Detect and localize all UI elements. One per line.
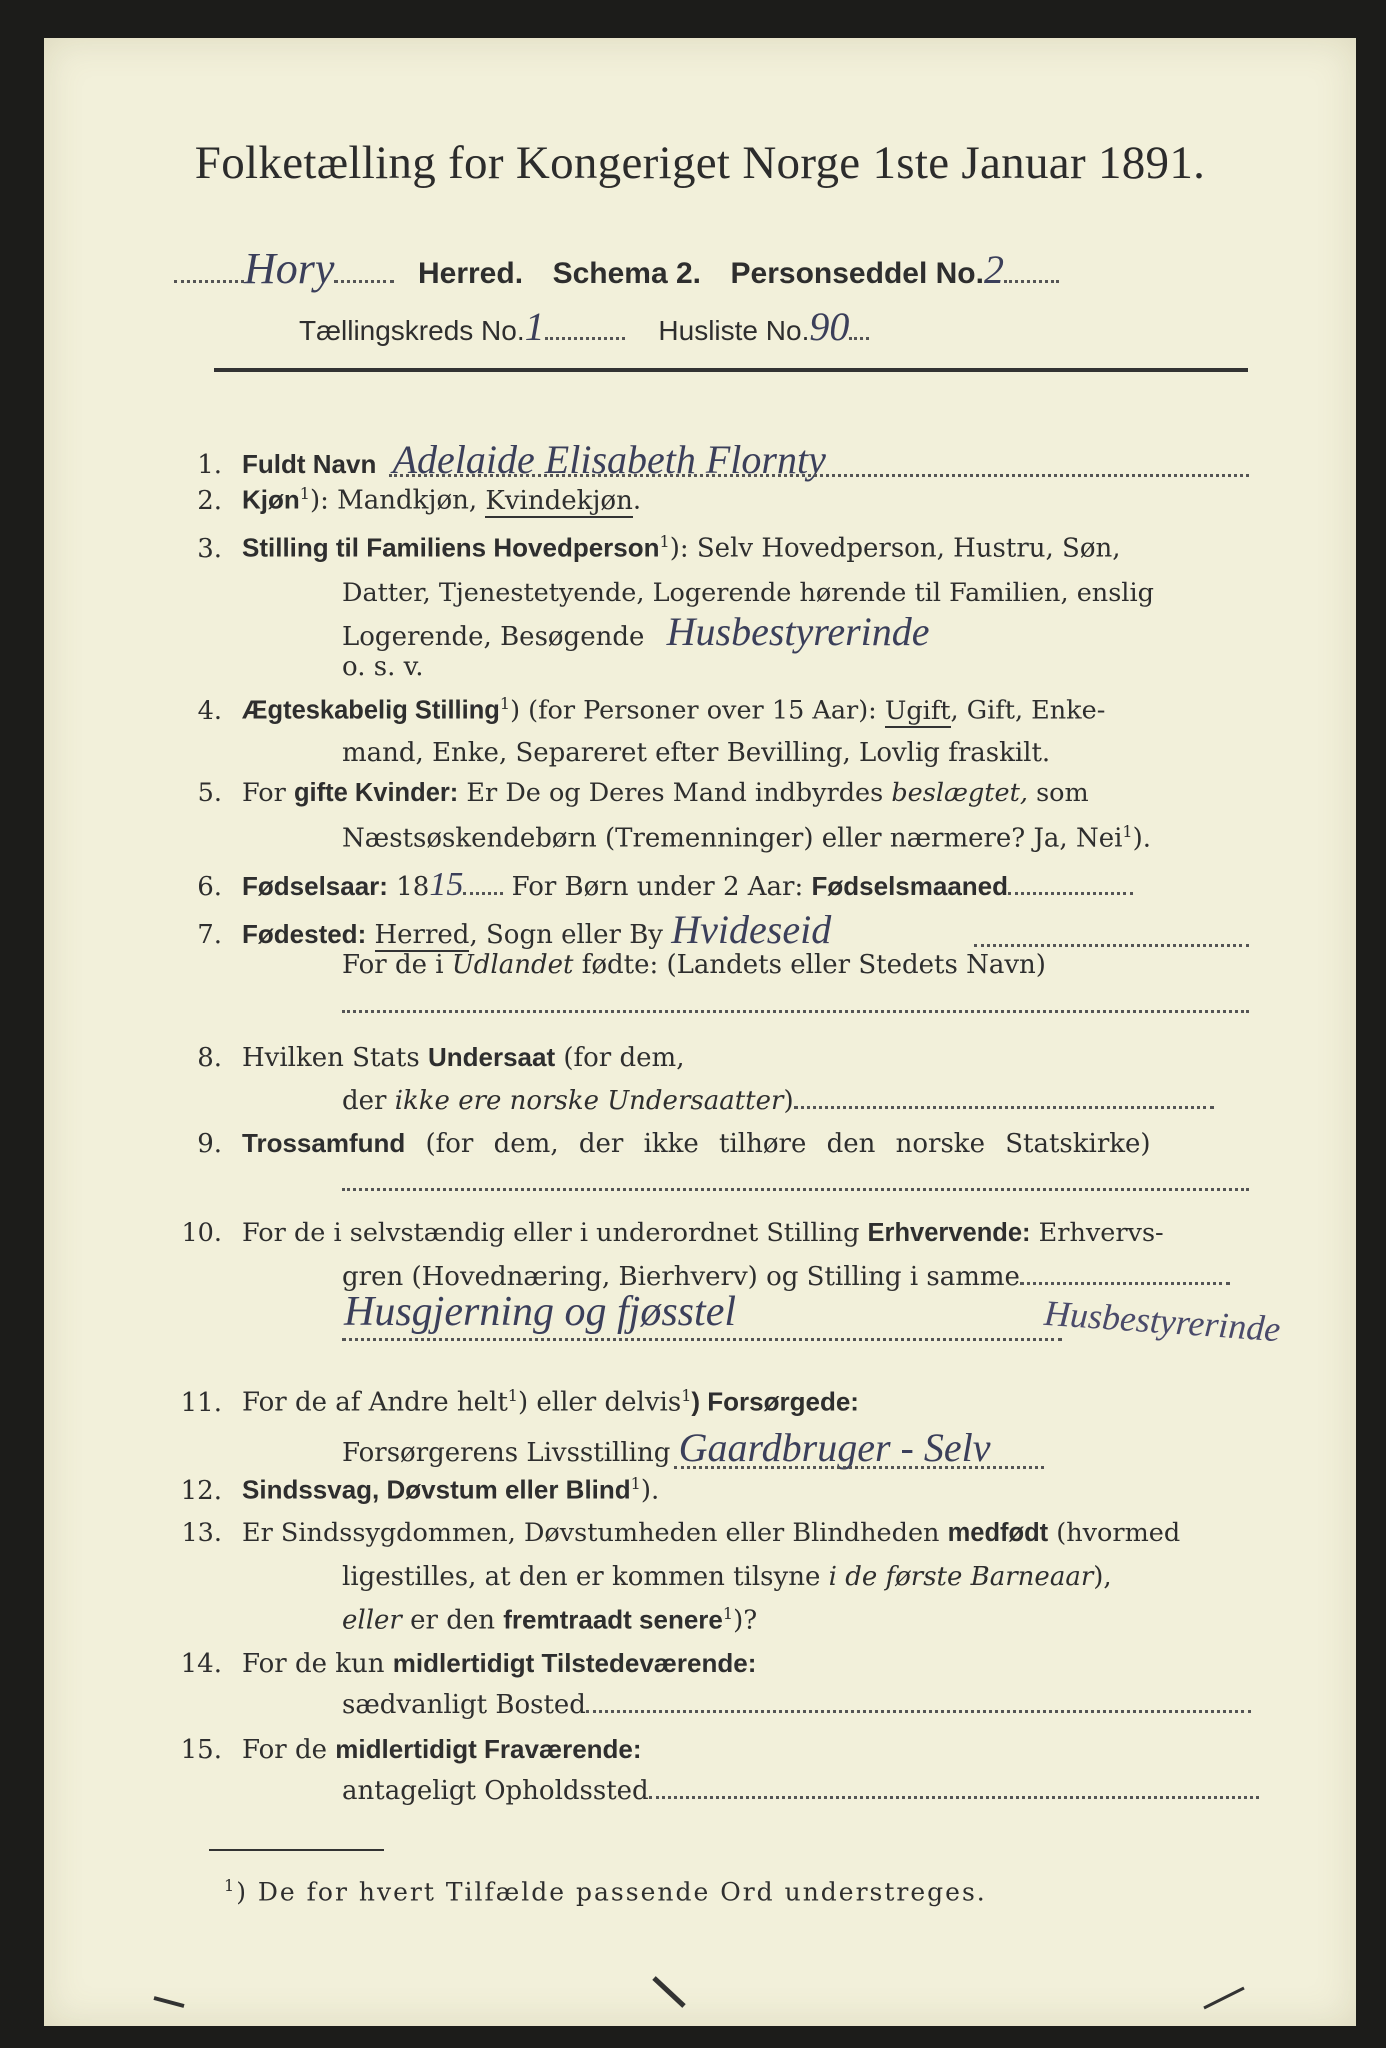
erhvervende-label: Erhvervende:: [867, 1219, 1031, 1247]
husliste-value: 90: [809, 304, 850, 349]
sindssvag-label: Sindssvag, Døvstum eller Blind: [242, 1474, 631, 1505]
item-15-line2: antageligt Opholdssted: [342, 1776, 1259, 1806]
item-7: 7. Fødested: Herred, Sogn eller By Hvideseid: [197, 907, 832, 952]
stilling-value: Husbestyrerinde: [666, 609, 930, 654]
item-11: 11. For de af Andre helt$^1$) eller delvis$^1$) Forsørgede:: [180, 1386, 859, 1418]
kreds-line: [299, 303, 869, 350]
item-13: 13. Er Sindssygdommen, Døvstumheden eller Blindheden medfødt (hvormed: [181, 1518, 1181, 1548]
undersaat-label: Undersaat: [427, 1042, 556, 1072]
herred-label: Herred.: [417, 257, 524, 290]
fuldt-navn-label: Fuldt Navn: [242, 449, 377, 479]
kvindekjon-underlined: Kvindekjøn: [485, 485, 633, 516]
item-14-line2: sædvanligt Bosted: [342, 1690, 1251, 1720]
margin-note: Husbestyrerinde: [1042, 1292, 1282, 1350]
item-3-line4: o. s. v.: [342, 652, 424, 682]
personseddel-label: Personseddel No.: [730, 257, 984, 290]
item-8-line2: der ikke ere norske Undersaatter): [342, 1086, 1214, 1116]
schema-label: Schema 2.: [552, 257, 701, 290]
stilling-label: Stilling til Familiens Hovedperson: [242, 532, 660, 563]
kjon-label: Kjøn: [242, 484, 300, 515]
dotline: [389, 474, 1249, 477]
kreds-value: 1: [524, 304, 545, 349]
item-11-line2: Forsørgerens Livsstilling Gaardbruger - Selv: [342, 1425, 991, 1470]
personseddel-value: 2: [983, 247, 1004, 292]
item-13-line2: ligestilles, at den er kommen tilsyne i de første Barneaar),: [342, 1562, 1112, 1592]
herred-underlined: Herred: [374, 920, 470, 950]
fodselsaar-label: Fødselsaar:: [242, 871, 388, 901]
dotline: [974, 944, 1249, 947]
dotline: [342, 1338, 1062, 1341]
forsorgede-label: ) Forsørgede:: [691, 1386, 859, 1417]
fodested-label: Fødested:: [242, 919, 367, 949]
census-form: [44, 38, 1356, 2026]
item-7-line2: For de i Udlandet fødte: (Landets eller Stedets Navn): [342, 950, 1046, 980]
item-6: 6. Fødselsaar: 1815 For Børn under 2 Aar: Fødselsmaaned: [164, 866, 1133, 904]
herred-value: Hory: [244, 244, 335, 293]
item-3-line2: Datter, Tjenestetyende, Logerende hørende til Familien, enslig: [342, 578, 1154, 608]
form-title: Folketælling for Kongeriget Norge 1ste Januar 1891.: [194, 137, 1206, 189]
item-13-line3: eller er den fremtraadt senere$^1$)?: [342, 1604, 758, 1636]
item-4: 4. Ægteskabelig Stilling$^1$) (for Personer over 15 Aar): Ugift, Gift, Enke-: [197, 694, 1106, 726]
item-3-line3: Logerende, Besøgende Husbestyrerinde: [342, 609, 930, 654]
tilstedevaerende-label: midlertidigt Tilstedeværende:: [392, 1648, 757, 1678]
fodested-value: Hvideseid: [671, 907, 832, 952]
footnote-rule: [209, 1849, 384, 1851]
item-15: 15. For de midlertidigt Fraværende:: [180, 1734, 642, 1765]
dotline: [342, 1188, 1249, 1191]
item-10-line2: gren (Hovednæring, Bierhverv) og Stilling i samme: [342, 1262, 1230, 1292]
fravaerende-label: midlertidigt Fraværende:: [335, 1734, 642, 1764]
item-5-line2: Næstsøskendebørn (Tremenninger) eller nærmere? Ja, Nei$^1$).: [342, 822, 1152, 854]
item-3: 3. Stilling til Familiens Hovedperson$^1$): Selv Hovedperson, Hustru, Søn,: [197, 532, 1121, 564]
item-5: 5. For gifte Kvinder: Er De og Deres Mand indbyrdes beslægtet, som: [197, 778, 1089, 808]
ugift-underlined: Ugift: [884, 695, 951, 726]
item-4-line2: mand, Enke, Separeret efter Bevilling, Lovlig fraskilt.: [342, 738, 1051, 768]
item-8: 8. Hvilken Stats Undersaat (for dem,: [197, 1042, 685, 1073]
fodselsaar-value: 15: [429, 866, 464, 903]
trossamfund-label: Trossamfund: [242, 1128, 406, 1158]
header-rule: [214, 368, 1248, 372]
gifte-kvinder-label: gifte Kvinder:: [293, 779, 459, 807]
corner-marks: [144, 1958, 1264, 2018]
herred-line: [174, 243, 1059, 294]
forsorger-value: Gaardbruger - Selv: [678, 1425, 991, 1470]
medfodt-label: medfødt: [947, 1519, 1049, 1547]
item-14: 14. For de kun midlertidigt Tilstedeværende:: [180, 1648, 757, 1679]
item-12: 12. Sindssvag, Døvstum eller Blind$^1$).: [180, 1474, 660, 1506]
husliste-label: Husliste No.: [658, 315, 810, 346]
item-10: 10. For de i selvstændig eller i underordnet Stilling Erhvervende: Erhvervs-: [181, 1218, 1164, 1248]
item-10-line3: [344, 1288, 736, 1336]
dotline: [342, 1010, 1249, 1013]
item-9: 9. Trossamfund (for dem, der ikke tilhøre den norske Statskirke): [197, 1128, 1151, 1159]
item-2: 2. Kjøn$^1$): Mandkjøn, Kvindekjøn.: [197, 484, 642, 516]
erhverv-value: Husgjerning og fjøsstel: [344, 1289, 737, 1335]
dotline: [674, 1466, 1044, 1469]
footnote: $^1$) De for hvert Tilfælde passende Ord understreges.: [224, 1876, 987, 1907]
kreds-label: Tællingskreds No.: [299, 315, 525, 346]
aegteskabelig-label: Ægteskabelig Stilling: [242, 696, 500, 725]
fuldt-navn-value: Adelaide Elisabeth Flornty: [392, 437, 826, 482]
item-1: 1. Fuldt Navn Adelaide Elisabeth Flornty: [197, 437, 826, 482]
